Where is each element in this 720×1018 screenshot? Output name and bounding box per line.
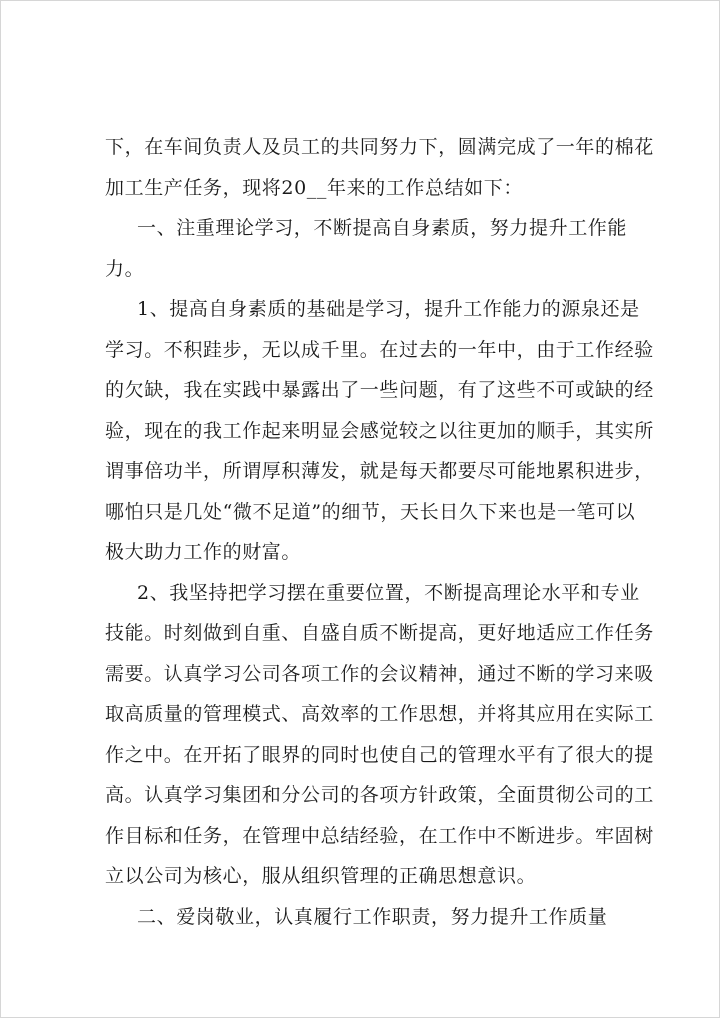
text-line: 取高质量的管理模式、高效率的工作思想，并将其应用在实际工 xyxy=(105,703,654,725)
text-line: 需要。认真学习公司各项工作的会议精神，通过不断的学习来吸 xyxy=(105,662,654,685)
text-line: 作之中。在开拓了眼界的同时也使自己的管理水平有了很大的提 xyxy=(105,743,654,766)
text-line: 立以公司为核心，服从组织管理的正确思想意识。 xyxy=(105,865,537,887)
text-line: 哪怕只是几处“微不足道”的细节，天长日久下来也是一笔可以 xyxy=(105,500,636,523)
text-line: 验，现在的我工作起来明显会感觉较之以往更加的顺手，其实所 xyxy=(105,419,654,442)
section-heading: 一、注重理论学习，不断提高自身素质，努力提升工作能 xyxy=(137,217,628,239)
text-line: 的欠缺，我在实践中暴露出了一些问题，有了这些不可或缺的经 xyxy=(105,379,654,401)
text-line: 学习。不积跬步，无以成千里。在过去的一年中，由于工作经验 xyxy=(105,338,654,361)
paragraph-start: 1、提高自身素质的基础是学习，提升工作能力的源泉还是 xyxy=(137,298,640,320)
text-line: 加工生产任务，现将20__年来的工作总结如下： xyxy=(105,176,523,199)
paragraph-start: 2、我坚持把学习摆在重要位置，不断提高理论水平和专业 xyxy=(137,581,640,604)
text-line: 极大助力工作的财富。 xyxy=(105,541,302,563)
text-line: 技能。时刻做到自重、自盛自质不断提高，更好地适应工作任务 xyxy=(105,622,654,644)
text-line: 力。 xyxy=(105,257,145,280)
document-body xyxy=(105,127,654,937)
text-line: 下，在车间负责人及员工的共同努力下，圆满完成了一年的棉花 xyxy=(105,136,654,158)
text-line: 高。认真学习集团和分公司的各项方针政策，全面贯彻公司的工 xyxy=(105,784,654,806)
section-heading: 二、爱岗敬业，认真履行工作职责，努力提升工作质量 xyxy=(137,905,608,928)
text-line: 谓事倍功半，所谓厚积薄发，就是每天都要尽可能地累积进步， xyxy=(105,460,654,482)
text-line: 作目标和任务，在管理中总结经验，在工作中不断进步。牢固树 xyxy=(105,824,654,847)
